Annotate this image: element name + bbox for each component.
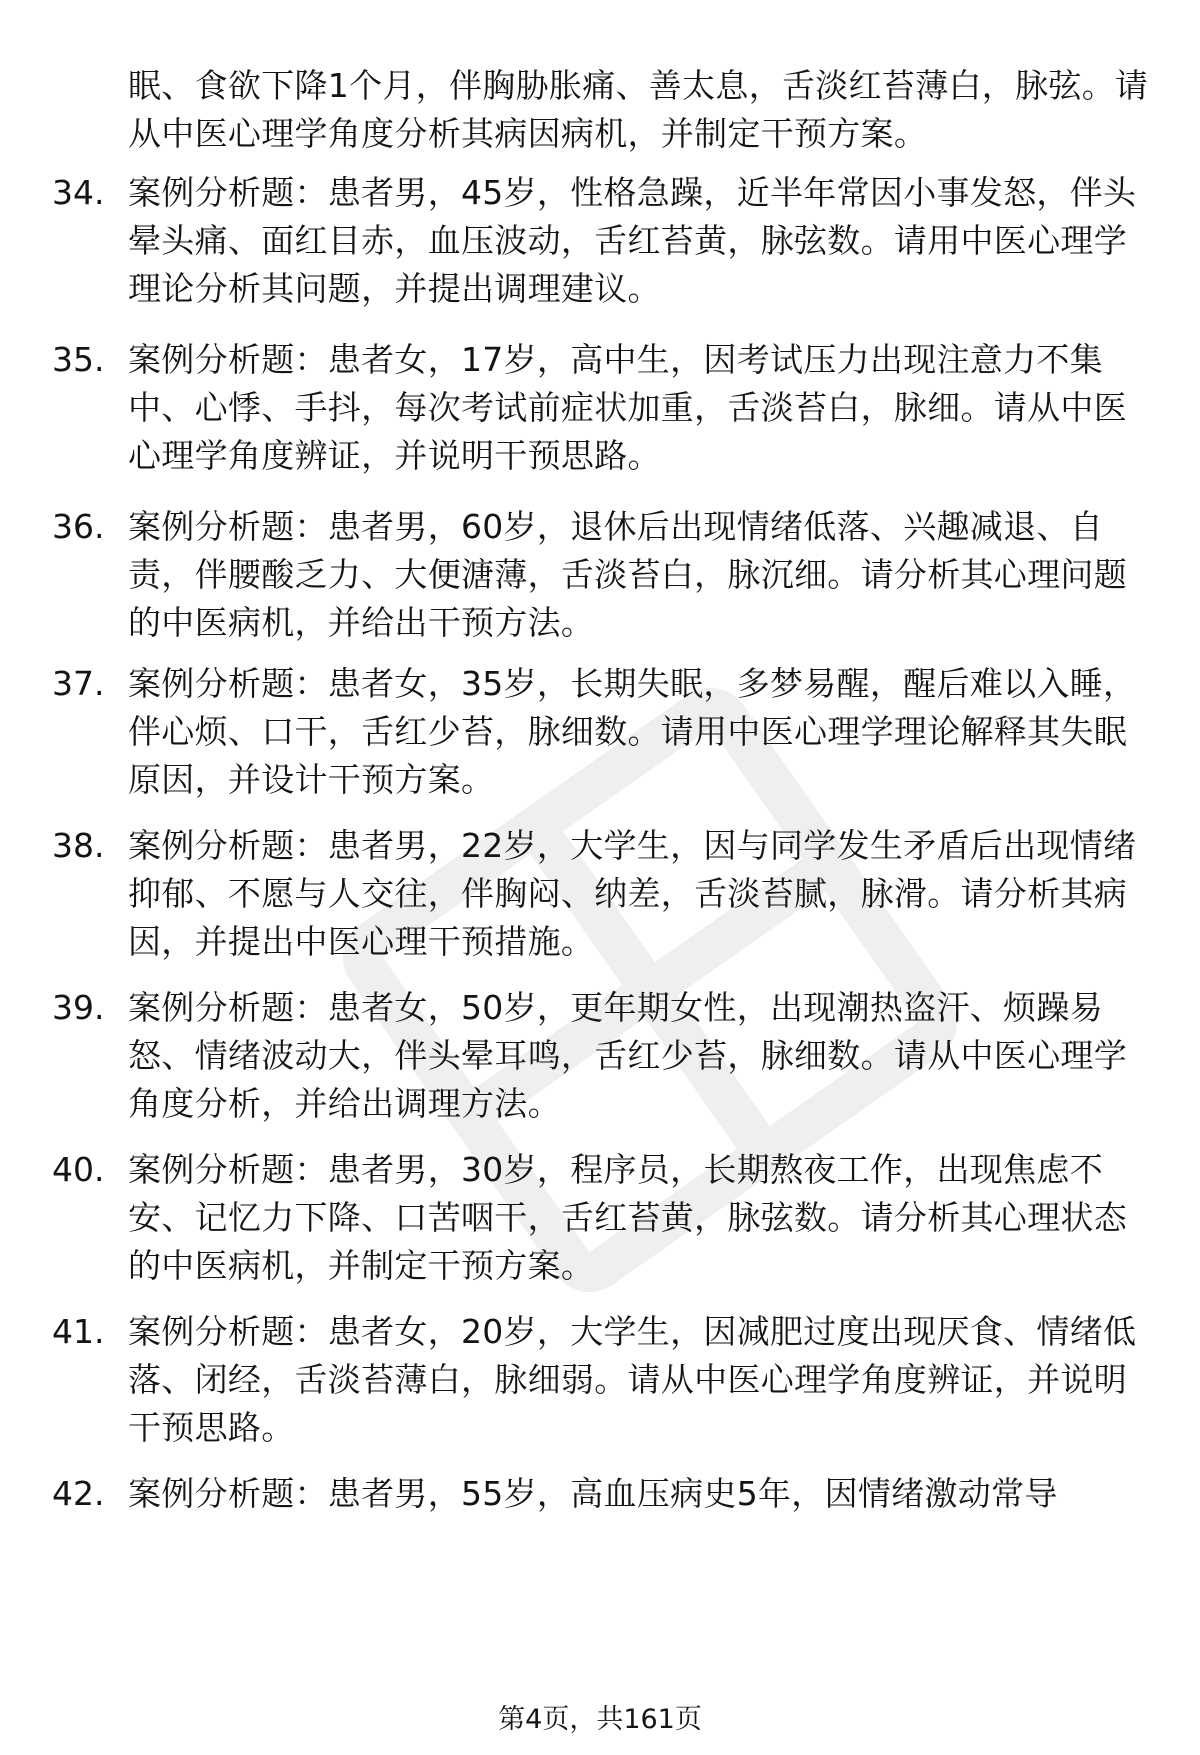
continued-question-text: 眠、食欲下降1个月，伴胸胁胀痛、善太息，舌淡红苔薄白，脉弦。请从中医心理学角度分析其病因病机，并制定干预方案。	[128, 66, 1149, 153]
question-number: 39.	[52, 988, 105, 1027]
question-number: 36.	[52, 507, 105, 546]
question-text: 案例分析题：患者男，60岁，退休后出现情绪低落、兴趣减退、自责，伴腰酸乏力、大便溏薄，舌淡苔白，脉沉细。请分析其心理问题的中医病机，并给出干预方法。	[128, 507, 1127, 642]
question-number: 41.	[52, 1312, 105, 1351]
question-text: 案例分析题：患者男，55岁，高血压病史5年，因情绪激动常导	[128, 1474, 1058, 1513]
question-number: 35.	[52, 340, 105, 379]
question-number: 42.	[52, 1474, 105, 1513]
question-number: 37.	[52, 664, 105, 703]
question-text: 案例分析题：患者男，45岁，性格急躁，近半年常因小事发怒，伴头晕头痛、面红目赤，血压波动，舌红苔黄，脉弦数。请用中医心理学理论分析其问题，并提出调理建议。	[128, 173, 1137, 308]
question-number: 38.	[52, 826, 105, 865]
question-text: 案例分析题：患者女，35岁，长期失眠，多梦易醒，醒后难以入睡，伴心烦、口干，舌红少苔，脉细数。请用中医心理学理论解释其失眠原因，并设计干预方案。	[128, 664, 1137, 799]
question-number: 34.	[52, 173, 105, 212]
question-text: 案例分析题：患者女，20岁，大学生，因减肥过度出现厌食、情绪低落、闭经，舌淡苔薄白，脉细弱。请从中医心理学角度辨证，并说明干预思路。	[128, 1312, 1137, 1447]
question-text: 案例分析题：患者女，17岁，高中生，因考试压力出现注意力不集中、心悸、手抖，每次考试前症状加重，舌淡苔白，脉细。请从中医心理学角度辨证，并说明干预思路。	[128, 340, 1127, 475]
question-text: 案例分析题：患者男，22岁，大学生，因与同学发生矛盾后出现情绪抑郁、不愿与人交往，伴胸闷、纳差，舌淡苔腻，脉滑。请分析其病因，并提出中医心理干预措施。	[128, 826, 1137, 961]
question-number: 40.	[52, 1150, 105, 1189]
question-text: 案例分析题：患者女，50岁，更年期女性，出现潮热盗汗、烦躁易怒、情绪波动大，伴头晕耳鸣，舌红少苔，脉细数。请从中医心理学角度分析，并给出调理方法。	[128, 988, 1127, 1123]
page-footer: 第4页，共161页	[498, 1704, 702, 1735]
question-text: 案例分析题：患者男，30岁，程序员，长期熬夜工作，出现焦虑不安、记忆力下降、口苦咽干，舌红苔黄，脉弦数。请分析其心理状态的中医病机，并制定干预方案。	[128, 1150, 1127, 1285]
